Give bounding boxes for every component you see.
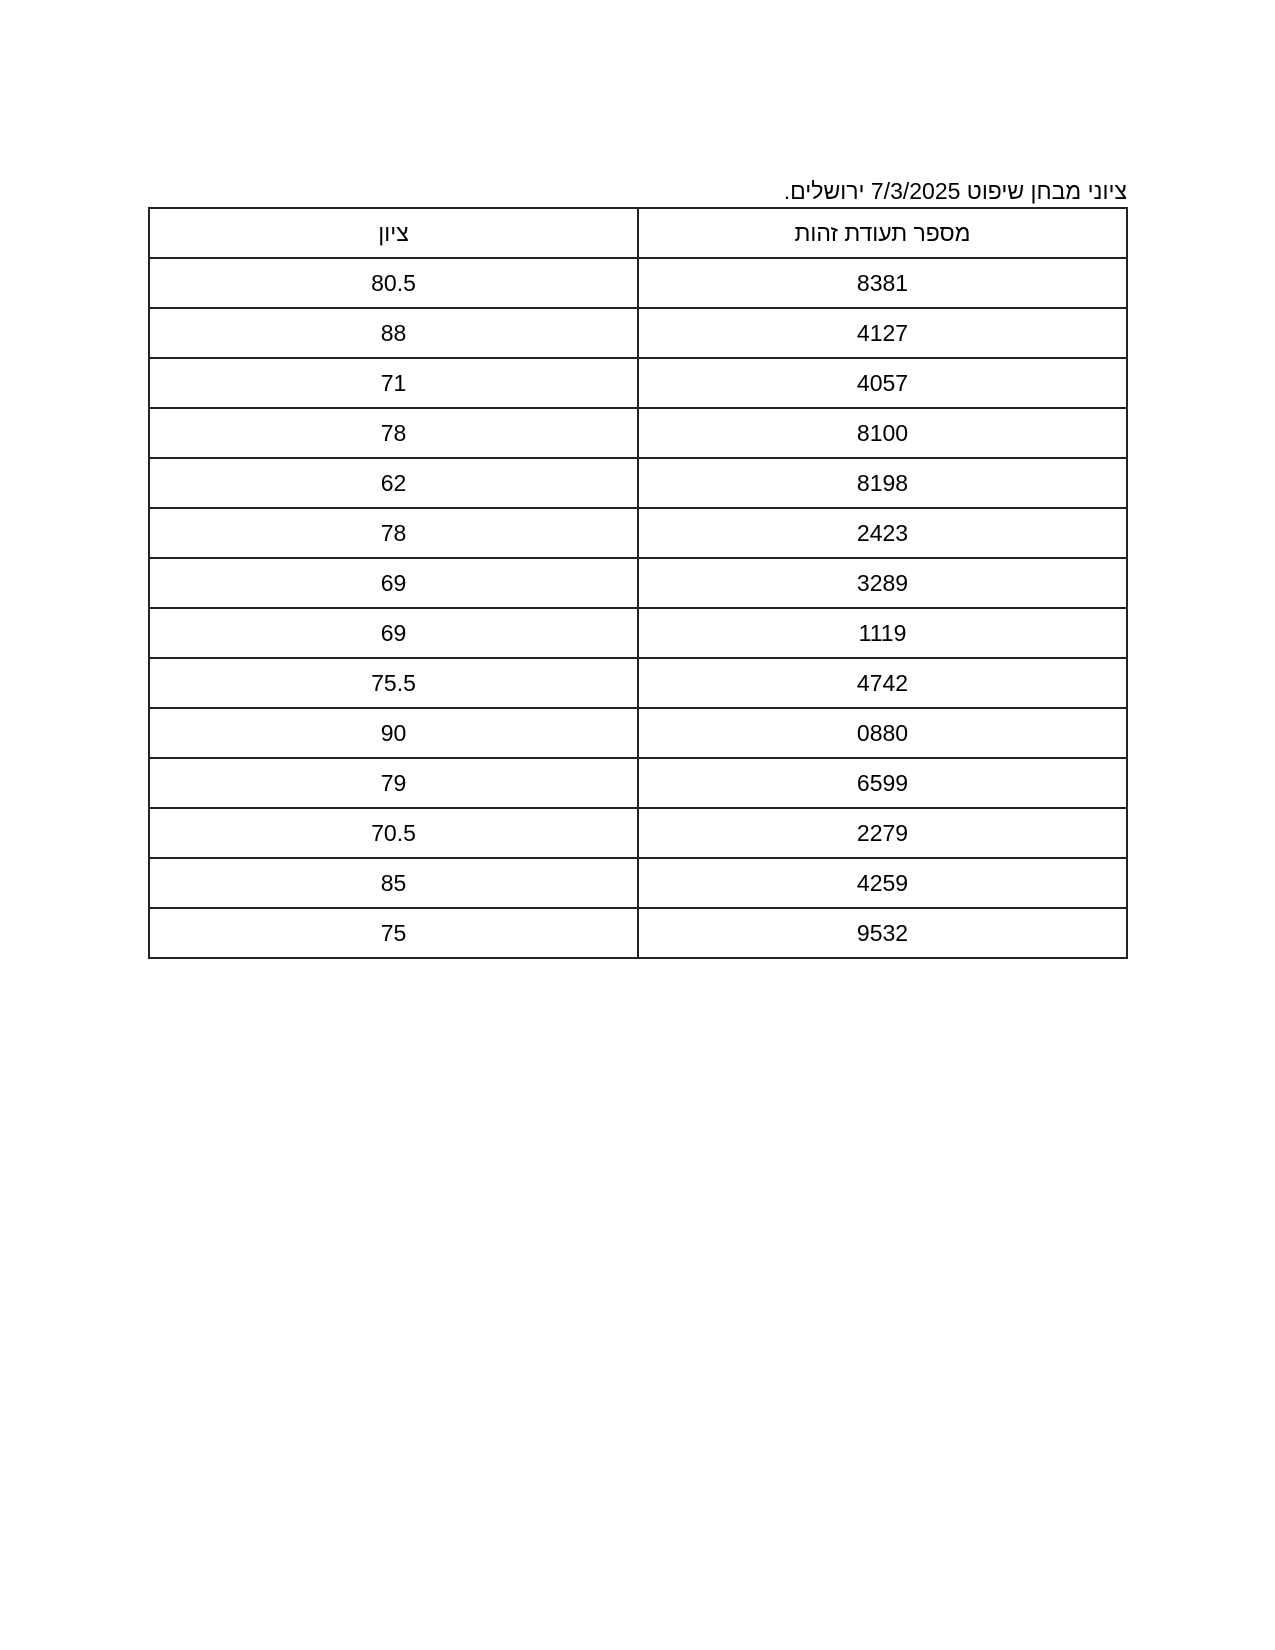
cell-id-number: 9532 [638, 908, 1127, 958]
cell-id-number: 0880 [638, 708, 1127, 758]
table-row [149, 658, 1127, 708]
cell-grade: 69 [149, 608, 638, 658]
cell-id-number: 6599 [638, 758, 1127, 808]
cell-grade: 62 [149, 458, 638, 508]
table-row [149, 458, 1127, 508]
cell-grade: 75 [149, 908, 638, 958]
table-row [149, 758, 1127, 808]
cell-id-number: 4127 [638, 308, 1127, 358]
table-row [149, 708, 1127, 758]
table-body [149, 258, 1127, 958]
table-row [149, 608, 1127, 658]
cell-id-number: 8381 [638, 258, 1127, 308]
table-row [149, 858, 1127, 908]
cell-grade: 70.5 [149, 808, 638, 858]
table-header-row [149, 208, 1127, 258]
cell-grade: 85 [149, 858, 638, 908]
cell-grade: 79 [149, 758, 638, 808]
cell-grade: 90 [149, 708, 638, 758]
cell-id-number: 8198 [638, 458, 1127, 508]
cell-grade: 71 [149, 358, 638, 408]
cell-grade: 78 [149, 508, 638, 558]
grades-table [148, 207, 1128, 959]
cell-id-number: 4259 [638, 858, 1127, 908]
table-row [149, 408, 1127, 458]
cell-grade: 80.5 [149, 258, 638, 308]
table-row [149, 308, 1127, 358]
cell-id-number: 2423 [638, 508, 1127, 558]
table-row [149, 908, 1127, 958]
cell-id-number: 4742 [638, 658, 1127, 708]
table-row [149, 558, 1127, 608]
table-row [149, 808, 1127, 858]
header-id-number: מספר תעודת זהות [638, 208, 1127, 258]
cell-grade: 88 [149, 308, 638, 358]
cell-id-number: 8100 [638, 408, 1127, 458]
table-row [149, 258, 1127, 308]
cell-id-number: 4057 [638, 358, 1127, 408]
cell-grade: 75.5 [149, 658, 638, 708]
table-row [149, 508, 1127, 558]
cell-id-number: 3289 [638, 558, 1127, 608]
cell-grade: 69 [149, 558, 638, 608]
document-title: ציוני מבחן שיפוט 7/3/2025 ירושלים. [783, 178, 1127, 204]
cell-grade: 78 [149, 408, 638, 458]
cell-id-number: 1119 [638, 608, 1127, 658]
header-grade: ציון [149, 208, 638, 258]
table-row [149, 358, 1127, 408]
cell-id-number: 2279 [638, 808, 1127, 858]
